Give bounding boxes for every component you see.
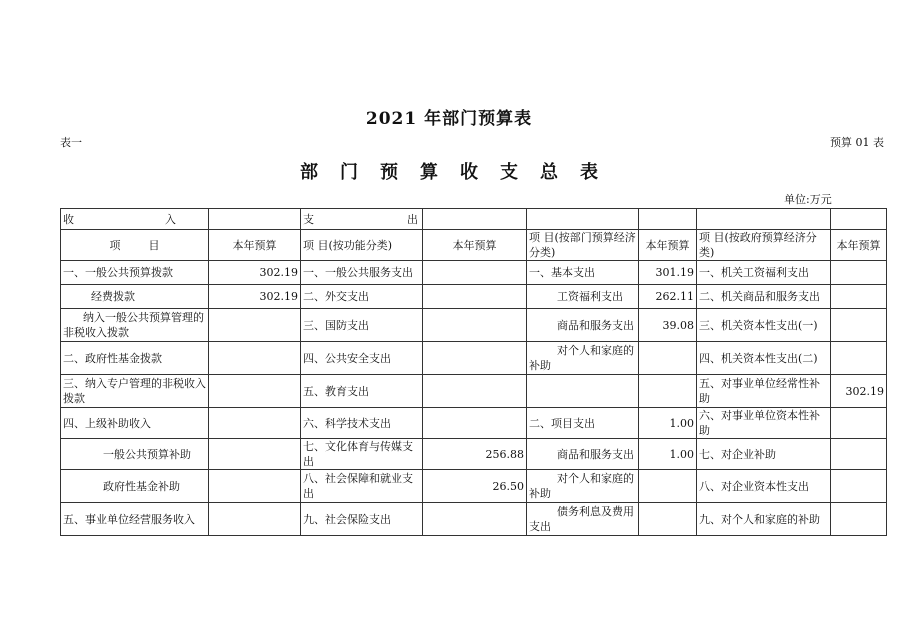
table-row (61, 285, 887, 309)
table-row (61, 309, 887, 342)
func-item: 三、国防支出 (301, 309, 423, 342)
form-number: 预算 01 表 (830, 136, 884, 149)
gov-amount (831, 261, 887, 285)
gov-amount (831, 285, 887, 309)
gov-amount (831, 342, 887, 375)
table-row (61, 503, 887, 536)
income-item: 一、一般公共预算拨款 (61, 261, 209, 285)
func-item: 四、公共安全支出 (301, 342, 423, 375)
income-item: 一般公共预算补助 (61, 439, 209, 470)
dept-amount: 262.11 (639, 285, 697, 309)
gov-budget-header: 本年预算 (831, 230, 887, 261)
dept-item: 商品和服务支出 (527, 439, 639, 470)
income-amount (209, 470, 301, 503)
dept-item: 二、项目支出 (527, 408, 639, 439)
func-item: 八、社会保障和就业支出 (301, 470, 423, 503)
dept-amount (639, 503, 697, 536)
income-item: 经费拨款 (61, 285, 209, 309)
dept-item: 商品和服务支出 (527, 309, 639, 342)
income-item-header: 项 目 (61, 230, 209, 261)
gov-amount (831, 503, 887, 536)
income-amount (209, 408, 301, 439)
func-item-header: 项 目(按功能分类) (301, 230, 423, 261)
gov-item: 三、机关资本性支出(一) (697, 309, 831, 342)
gov-item: 六、对事业单位资本性补助 (697, 408, 831, 439)
func-item: 九、社会保险支出 (301, 503, 423, 536)
gov-item: 八、对企业资本性支出 (697, 470, 831, 503)
budget-table (60, 208, 887, 536)
dept-budget-header: 本年预算 (639, 230, 697, 261)
income-amount (209, 439, 301, 470)
income-amount (209, 342, 301, 375)
func-item: 一、一般公共服务支出 (301, 261, 423, 285)
gov-econ-item-header: 项 目(按政府预算经济分类) (697, 230, 831, 261)
gov-item: 七、对企业补助 (697, 439, 831, 470)
dept-amount: 39.08 (639, 309, 697, 342)
func-amount (423, 285, 527, 309)
main-title: 部门预算收支总表 (300, 162, 620, 183)
page-title: 2021 年部门预算表 (365, 109, 533, 129)
income-amount: 302.19 (209, 261, 301, 285)
gov-item: 二、机关商品和服务支出 (697, 285, 831, 309)
expense-group-header: 支 出 (301, 209, 423, 230)
func-amount (423, 261, 527, 285)
func-budget-header: 本年预算 (423, 230, 527, 261)
gov-amount (831, 470, 887, 503)
gov-amount: 302.19 (831, 375, 887, 408)
gov-item: 九、对个人和家庭的补助 (697, 503, 831, 536)
table-row (61, 261, 887, 285)
dept-amount: 301.19 (639, 261, 697, 285)
table-number: 表一 (60, 136, 82, 149)
gov-amount (831, 439, 887, 470)
income-amount: 302.19 (209, 285, 301, 309)
func-amount (423, 309, 527, 342)
table-row (61, 408, 887, 439)
income-amount (209, 375, 301, 408)
dept-econ-item-header: 项 目(按部门预算经济分类) (527, 230, 639, 261)
income-item: 四、上级补助收入 (61, 408, 209, 439)
dept-amount (639, 375, 697, 408)
dept-item: 一、基本支出 (527, 261, 639, 285)
func-amount (423, 408, 527, 439)
dept-amount: 1.00 (639, 408, 697, 439)
column-header-row (61, 230, 887, 261)
dept-item: 对个人和家庭的补助 (527, 470, 639, 503)
func-amount (423, 342, 527, 375)
income-item: 五、事业单位经营服务收入 (61, 503, 209, 536)
gov-item: 一、机关工资福利支出 (697, 261, 831, 285)
unit-label: 单位:万元 (784, 193, 832, 206)
gov-item: 五、对事业单位经常性补助 (697, 375, 831, 408)
gov-item: 四、机关资本性支出(二) (697, 342, 831, 375)
dept-item: 工资福利支出 (527, 285, 639, 309)
income-budget-header: 本年预算 (209, 230, 301, 261)
dept-item (527, 375, 639, 408)
income-item: 政府性基金补助 (61, 470, 209, 503)
dept-amount (639, 470, 697, 503)
table-row (61, 375, 887, 408)
func-amount: 256.88 (423, 439, 527, 470)
table-top-row (61, 209, 887, 230)
func-amount (423, 503, 527, 536)
income-item: 三、纳入专户管理的非税收入拨款 (61, 375, 209, 408)
income-item: 二、政府性基金拨款 (61, 342, 209, 375)
func-item: 六、科学技术支出 (301, 408, 423, 439)
table-row (61, 439, 887, 470)
income-item: 纳入一般公共预算管理的非税收入拨款 (61, 309, 209, 342)
income-amount (209, 309, 301, 342)
table-row (61, 470, 887, 503)
func-amount: 26.50 (423, 470, 527, 503)
gov-amount (831, 309, 887, 342)
func-item: 二、外交支出 (301, 285, 423, 309)
income-group-header: 收 入 (61, 209, 209, 230)
func-item: 七、文化体育与传媒支出 (301, 439, 423, 470)
table-row (61, 342, 887, 375)
func-item: 五、教育支出 (301, 375, 423, 408)
income-amount (209, 503, 301, 536)
dept-amount: 1.00 (639, 439, 697, 470)
dept-item: 债务利息及费用支出 (527, 503, 639, 536)
func-amount (423, 375, 527, 408)
dept-item: 对个人和家庭的补助 (527, 342, 639, 375)
dept-amount (639, 342, 697, 375)
gov-amount (831, 408, 887, 439)
